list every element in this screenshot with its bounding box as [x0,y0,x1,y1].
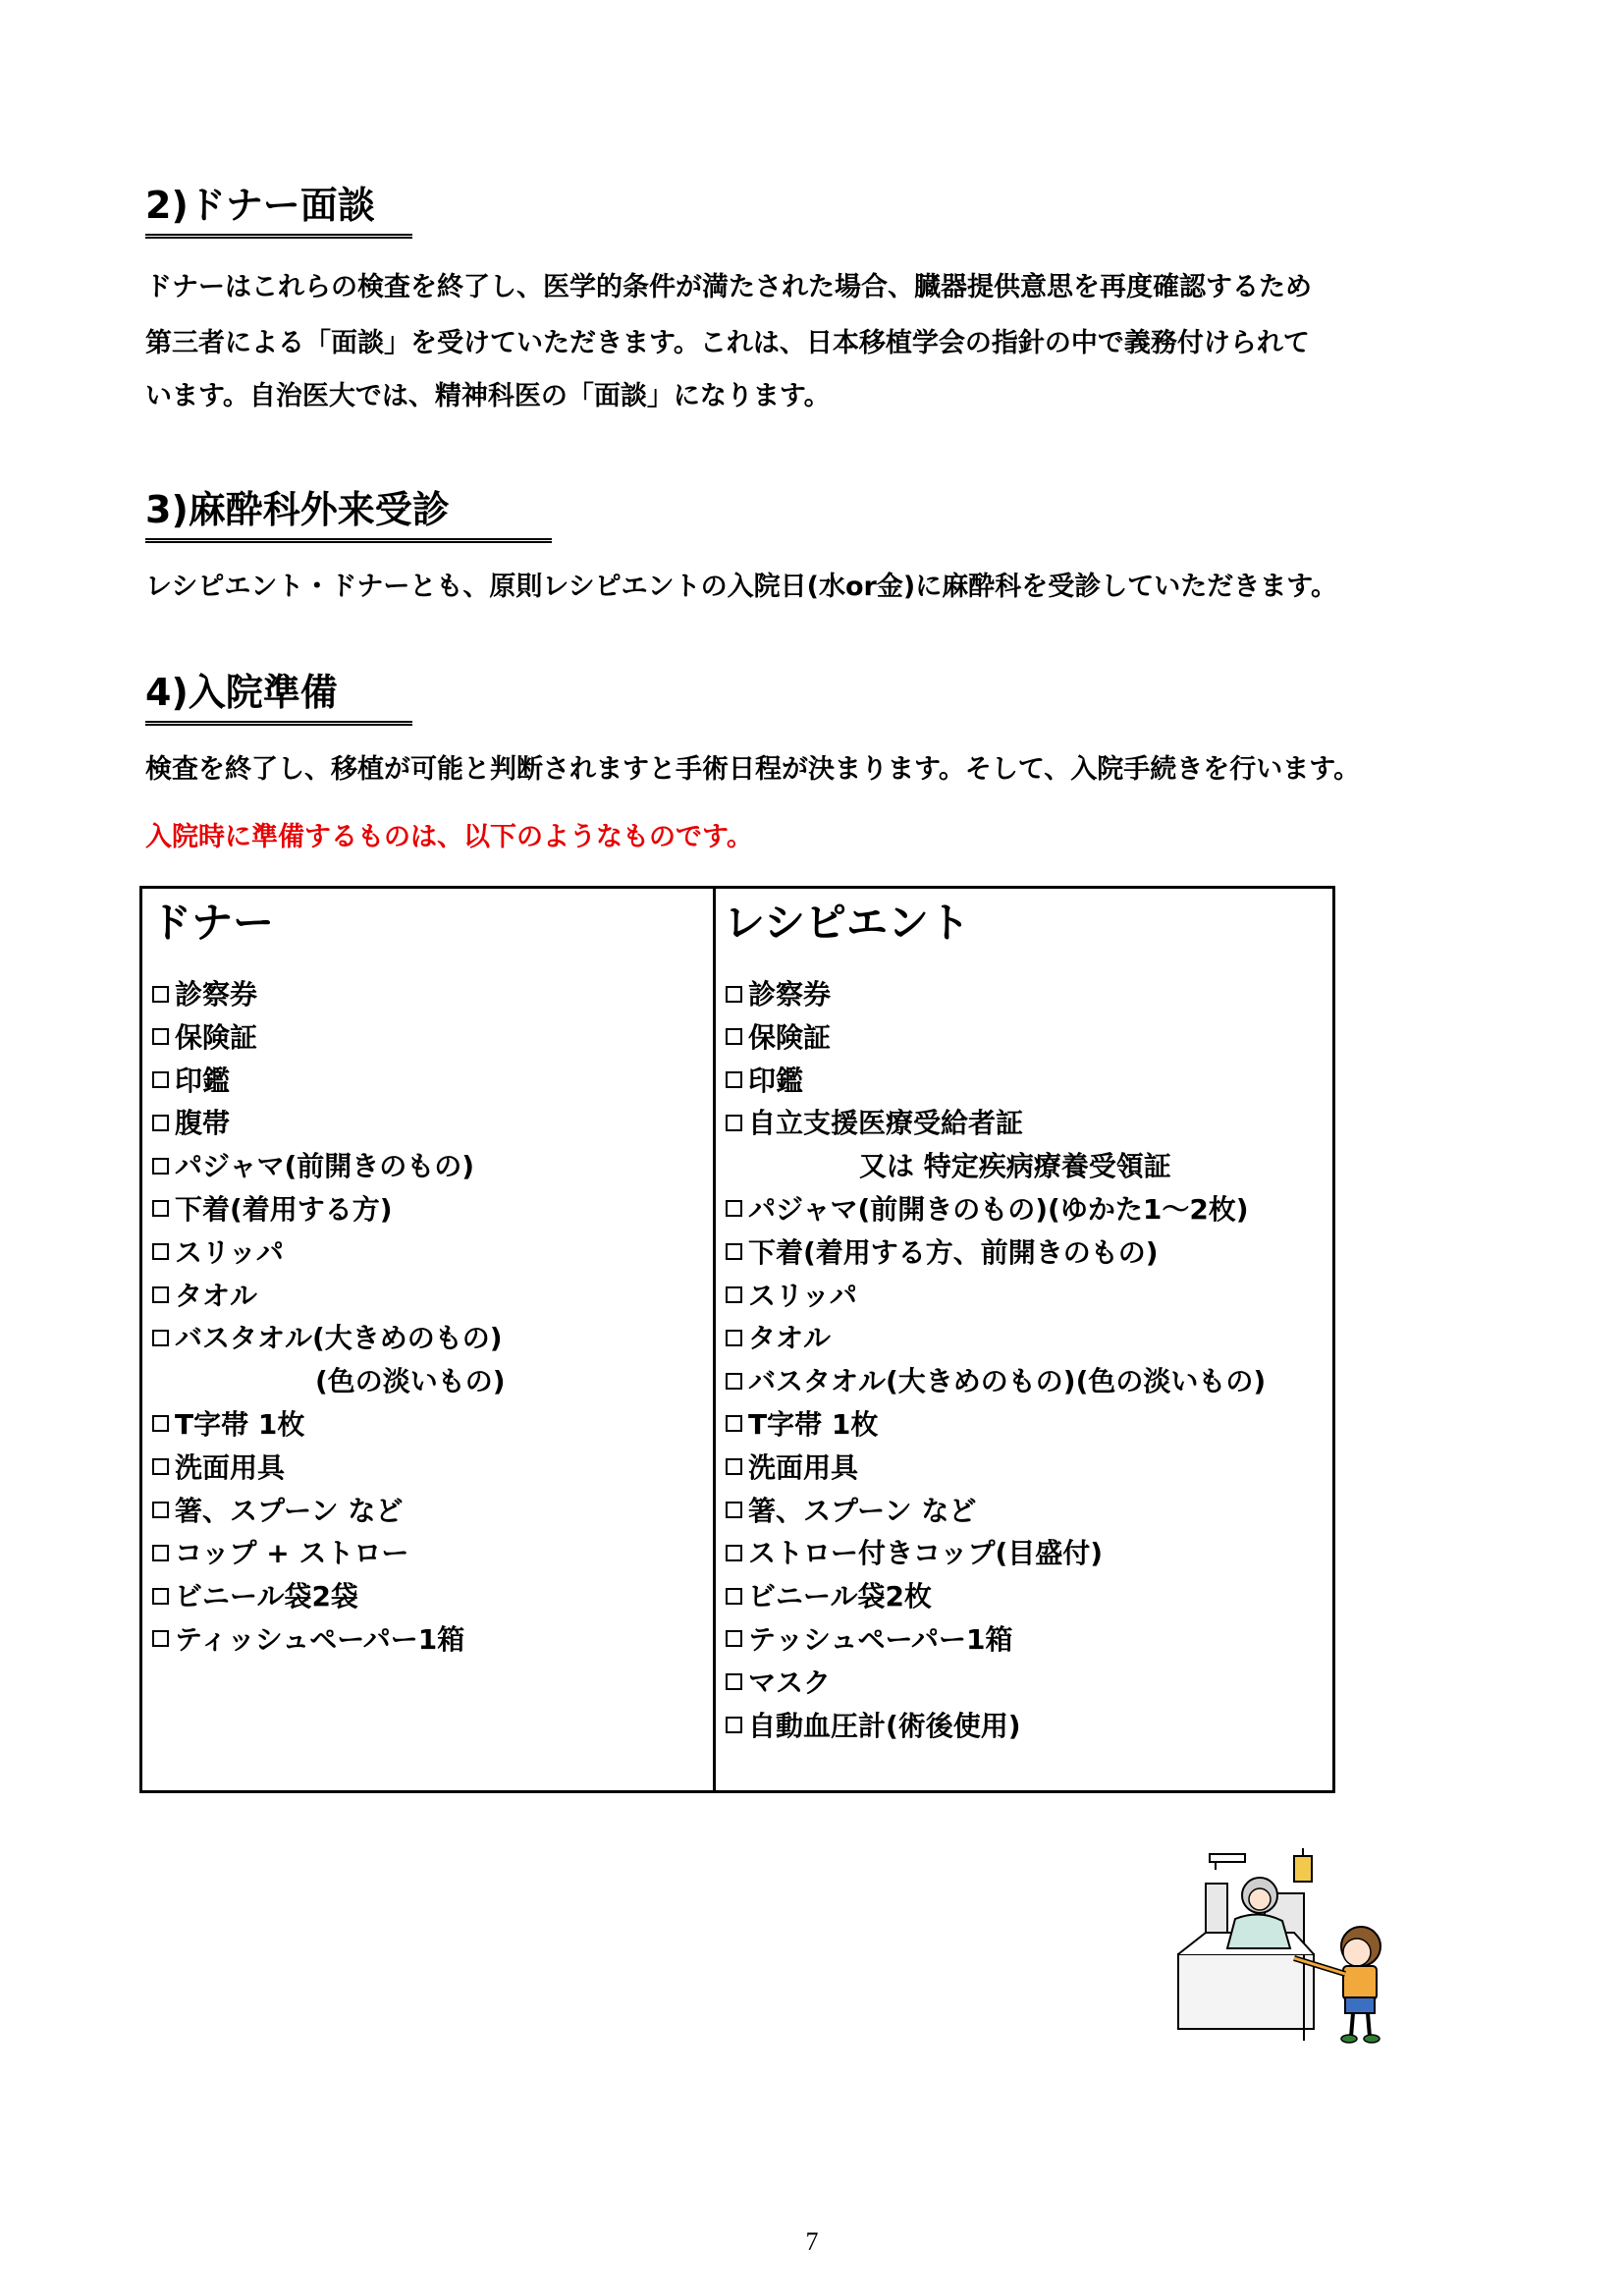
checklist-item [150,1145,713,1188]
checkbox-icon [152,1330,169,1346]
checklist-item-text: (色の淡いもの) [315,1365,506,1398]
checklist-item-text: マスク [748,1666,832,1699]
checklist-item [724,1575,1333,1618]
checklist-item [724,1188,1333,1231]
checkbox-icon [726,1502,742,1518]
checklist-item-text: ストロー付きコップ(目盛付) [748,1537,1104,1570]
checklist-item [150,1231,713,1275]
checkbox-icon [152,1588,169,1605]
checklist-item [724,1618,1333,1662]
checkbox-icon [152,1158,169,1175]
recipient-column [716,889,1333,1790]
checklist-item [150,1275,713,1318]
admission-notice: 入院時に準備するものは、以下のようなものです。 [145,822,753,852]
checklist-item [150,973,713,1016]
checklist-item-continuation [150,1360,713,1403]
checklist-item-text: 箸、スプーン など [748,1494,977,1527]
checklist-item [724,1231,1333,1275]
checkbox-icon [152,1502,169,1518]
checklist-item-text: 洗面用具 [175,1450,286,1484]
checklist-item [724,1447,1333,1490]
checklist-item-text: 診察券 [175,978,258,1011]
checkbox-icon [152,986,169,1003]
checklist-item-text: 箸、スプーン など [175,1494,404,1527]
checklist-item [724,1403,1333,1447]
admission-body: 検査を終了し、移植が可能と判断されますと手術日程が決まります。そして、入院手続きを行います。 [145,754,1361,785]
checklist-item [150,1532,713,1575]
checkbox-icon [726,1200,742,1217]
checkbox-icon [726,1717,742,1733]
checklist-item-text: 保険証 [748,1020,832,1054]
checklist-item-text: ビニール袋2袋 [175,1580,358,1613]
checkbox-icon [152,1415,169,1432]
checkbox-icon [152,1458,169,1475]
checklist-item [724,1532,1333,1575]
checkbox-icon [726,1071,742,1088]
checklist-item-text: 下着(着用する方、前開きのもの) [748,1235,1159,1269]
checklist-item [724,1102,1333,1145]
checklist-item [724,1360,1333,1403]
checklist-item [724,1016,1333,1060]
checkbox-icon [726,1373,742,1390]
checkbox-icon [726,1588,742,1605]
checklist-item [724,1490,1333,1533]
checklist-item [150,1447,713,1490]
section-heading-anesthesia: 3)麻酔科外来受診 [145,487,552,543]
checkbox-icon [152,1200,169,1217]
checklist-item-text: 自動血圧計(術後使用) [748,1709,1021,1742]
donor-column [142,889,716,1790]
checkbox-icon [152,1071,169,1088]
checkbox-icon [152,1028,169,1045]
section-heading-admission: 4)入院準備 [145,670,412,726]
checkbox-icon [152,1630,169,1647]
page-number: 7 [805,2227,819,2256]
checklist-item-text: タオル [748,1322,832,1355]
checklist-item-text: 洗面用具 [748,1450,859,1484]
checklist-item [724,1705,1333,1748]
checklist-item-text: 診察券 [748,978,832,1011]
checklist-item [724,1317,1333,1360]
paragraph-line: 第三者による「面談」を受けていただきます。これは、日本移植学会の指針の中で義務付けられて [145,328,1310,358]
checklist-item-text: コップ + ストロー [175,1537,409,1570]
checklist-item-text: T字帯 1枚 [175,1407,305,1441]
checklist-item-text: パジャマ(前開きのもの) [175,1150,475,1183]
checkbox-icon [726,1243,742,1260]
checkbox-icon [152,1243,169,1260]
checkbox-icon [726,1630,742,1647]
checklist-item-text: 又は 特定疾病療養受領証 [859,1150,1171,1183]
checklist-item-text: 腹帯 [175,1107,231,1140]
checklist-item [150,1060,713,1103]
donor-checklist [150,973,713,1662]
checklist-item-text: 印鑑 [175,1064,231,1097]
checkbox-icon [726,1286,742,1303]
paragraph-line: います。自治医大では、精神科医の「面談」になります。 [145,381,831,411]
checklist-item [724,1060,1333,1103]
checklist-item [724,1275,1333,1318]
checklist-item-text: バスタオル(大きめのもの) [175,1322,503,1355]
checklist-item [150,1403,713,1447]
checkbox-icon [152,1115,169,1131]
checklist-item-text: バスタオル(大きめのもの)(色の淡いもの) [748,1365,1267,1398]
checkbox-icon [152,1545,169,1561]
checklist-item [150,1016,713,1060]
recipient-column-title: レシピエント [724,899,970,947]
checklist-item-text: 印鑑 [748,1064,804,1097]
checklist-item [150,1575,713,1618]
checklist-item-text: 自立支援医療受給者証 [748,1107,1024,1140]
checkbox-icon [726,1330,742,1346]
checklist-item [150,1188,713,1231]
checklist-item [150,1102,713,1145]
checkbox-icon [726,1545,742,1561]
anesthesia-body: レシピエント・ドナーとも、原則レシピエントの入院日(水or金)に麻酔科を受診していただきます。 [145,572,1338,602]
checklist-item-text: 下着(着用する方) [175,1192,393,1226]
checklist-item-text: パジャマ(前開きのもの)(ゆかた1～2枚) [748,1192,1249,1226]
checklist-item-text: T字帯 1枚 [748,1407,879,1441]
checkbox-icon [152,1286,169,1303]
checklist-item-text: スリッパ [748,1279,857,1312]
checklist-item-text: スリッパ [175,1235,284,1269]
checkbox-icon [726,1415,742,1432]
checklist-item [724,1662,1333,1705]
checklist-item-text: 保険証 [175,1020,258,1054]
checkbox-icon [726,986,742,1003]
hospital-bed-child-illustration [1166,1844,1402,2050]
checkbox-icon [726,1115,742,1131]
checklist-item-text: タオル [175,1279,258,1312]
checkbox-icon [726,1673,742,1690]
checklist-item-text: テッシュペーパー1箱 [748,1622,1013,1656]
donor-column-title: ドナー [150,899,275,947]
checklist-item [724,973,1333,1016]
checklist-item [150,1317,713,1360]
checklist-item-continuation [724,1145,1333,1188]
packing-checklist-table [139,886,1335,1793]
checkbox-icon [726,1458,742,1475]
checkbox-icon [726,1028,742,1045]
recipient-checklist [724,973,1333,1747]
checklist-item [150,1618,713,1662]
checklist-item-text: ティッシュペーパー1箱 [175,1622,465,1656]
checklist-item [150,1490,713,1533]
checklist-item-text: ビニール袋2枚 [748,1580,932,1613]
section-heading-donor-interview: 2)ドナー面談 [145,183,412,239]
paragraph-line: ドナーはこれらの検査を終了し、医学的条件が満たされた場合、臓器提供意思を再度確認するため [145,272,1312,302]
